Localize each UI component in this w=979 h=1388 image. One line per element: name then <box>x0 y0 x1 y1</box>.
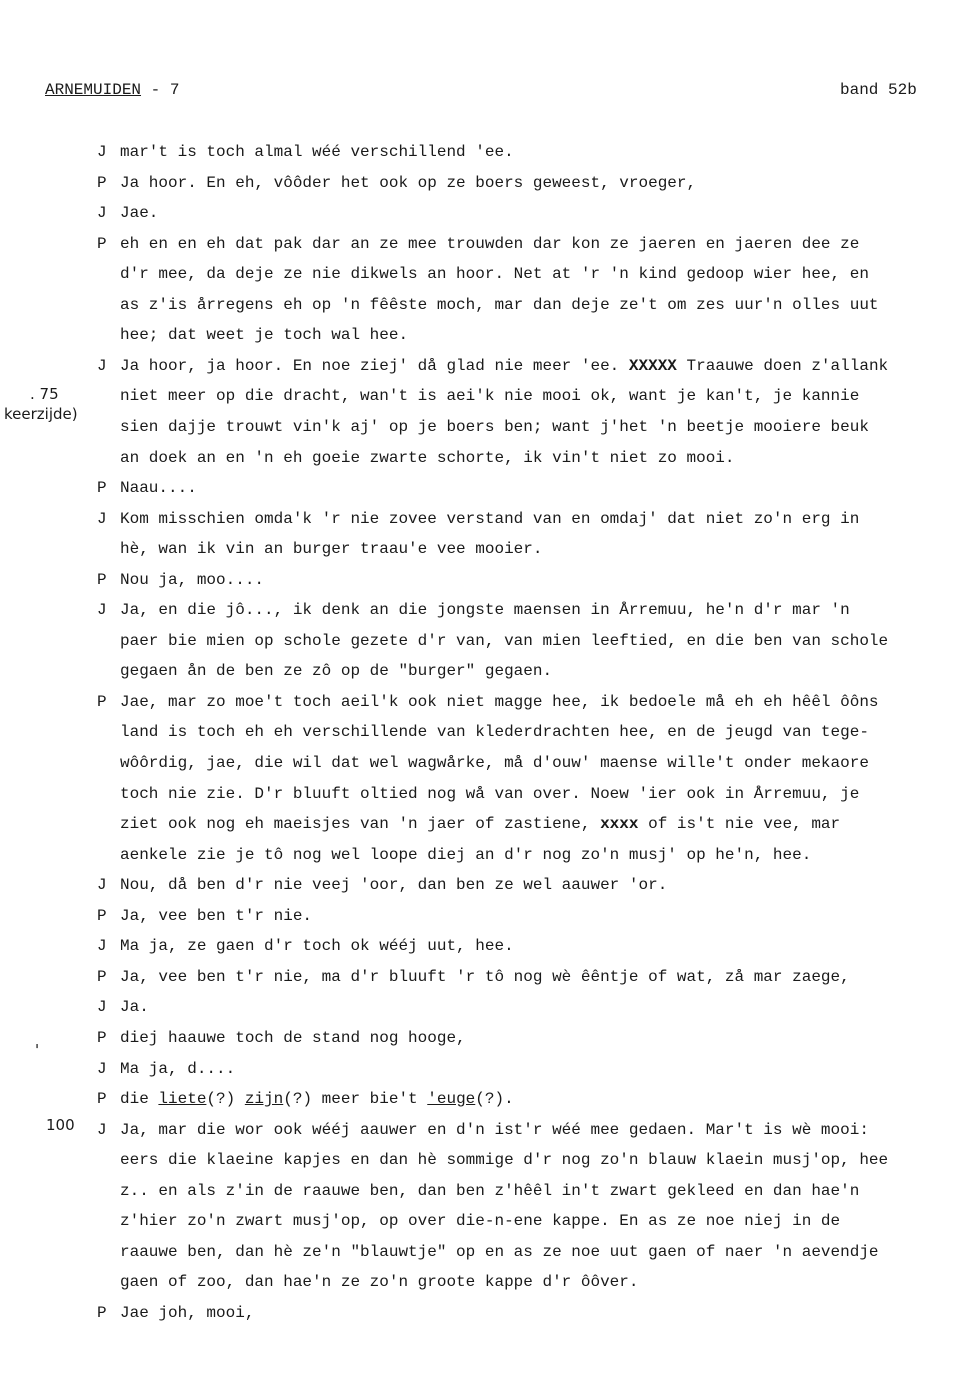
utterance-text <box>120 845 811 865</box>
utterance-text <box>120 1028 466 1048</box>
speaker-label: P <box>97 174 107 192</box>
speaker-label: J <box>97 601 107 619</box>
utterance-text <box>120 631 888 651</box>
text-segment: Jae. <box>120 204 159 222</box>
text-segment: niet meer op die dracht, wan't is aei'k nie mooi ok, want je kan't, je kannie <box>120 387 860 405</box>
text-segment: Naau.... <box>120 479 197 497</box>
transcript-line <box>0 631 979 651</box>
text-segment: Traauwe doen z'allank <box>676 357 889 375</box>
utterance-text <box>120 203 158 223</box>
text-segment: gaen of zoo, dan hae'n ze zo'n groote kappe d'r ôôver. <box>120 1273 639 1291</box>
utterance-text <box>120 234 859 254</box>
margin-tick-mark: ' <box>35 1041 40 1059</box>
text-segment: (?). <box>475 1090 514 1108</box>
utterance-text <box>120 295 879 315</box>
transcript-line <box>0 1211 979 1231</box>
text-segment: diej haauwe toch de stand nog hooge, <box>120 1029 466 1047</box>
text-segment: Ja hoor, ja hoor. En noe ziej' då glad nie meer 'ee. <box>120 357 629 375</box>
text-segment: Ja. <box>120 998 149 1016</box>
speaker-label: P <box>97 693 107 711</box>
speaker-label: J <box>97 204 107 222</box>
transcript-line <box>0 1120 979 1140</box>
transcript-line <box>0 509 979 529</box>
transcript-line <box>0 661 979 681</box>
utterance-text <box>120 356 888 376</box>
transcript-line <box>0 264 979 284</box>
speaker-label: P <box>97 1029 107 1047</box>
speaker-label: J <box>97 143 107 161</box>
transcript-line <box>0 356 979 376</box>
utterance-text <box>120 692 879 712</box>
text-segment: hè, wan ik vin an burger traau'e vee mooier. <box>120 540 543 558</box>
transcript-line <box>0 203 979 223</box>
text-segment: hee; dat weet je toch wal hee. <box>120 326 409 344</box>
utterance-text <box>120 1089 514 1109</box>
utterance-text <box>120 600 850 620</box>
text-segment: paer bie mien op schole gezete d'r van, van mien leeftied, en die ben van schole <box>120 632 889 650</box>
band-label: band 52b <box>840 81 917 99</box>
text-segment: an doek an en 'n eh goeie zwarte schorte, ik vin't niet zo mooi. <box>120 449 735 467</box>
text-segment: gegaen ån de ben ze zô op de "burger" gegaen. <box>120 662 553 680</box>
transcript-line <box>0 753 979 773</box>
utterance-text <box>120 509 859 529</box>
transcript-line <box>0 142 979 162</box>
transcript-line <box>0 906 979 926</box>
utterance-text <box>120 875 667 895</box>
transcript-line <box>0 1089 979 1109</box>
speaker-label: P <box>97 571 107 589</box>
transcript-line <box>0 173 979 193</box>
text-segment: eh en en eh dat pak dar an ze mee trouwden dar kon ze jaeren en jaeren dee ze <box>120 235 860 253</box>
utterance-text <box>120 1120 869 1140</box>
place-name: ARNEMUIDEN <box>45 81 142 99</box>
transcript-line <box>0 875 979 895</box>
page-number: - 7 <box>141 81 180 99</box>
transcript-line <box>0 1272 979 1292</box>
utterance-text <box>120 448 735 468</box>
struck-out-text: XXXXX <box>628 357 677 375</box>
text-segment: Nou, då ben d'r nie veej 'oor, dan ben ze wel aauwer 'or. <box>120 876 668 894</box>
underlined-word: zijn <box>244 1090 284 1108</box>
transcript-line <box>0 570 979 590</box>
transcript-line <box>0 539 979 559</box>
utterance-text <box>120 967 850 987</box>
transcript-line <box>0 997 979 1017</box>
text-segment: Ja, en die jô..., ik denk an die jongste maensen in Årremuu, he'n d'r mar 'n <box>120 601 850 619</box>
transcript-line <box>0 967 979 987</box>
transcript-line <box>0 417 979 437</box>
transcript-line <box>0 845 979 865</box>
text-segment: raauwe ben, dan hè ze'n "blauwtje" op en as ze noe uut gaen of naer 'n aevendje <box>120 1243 879 1261</box>
transcript-line <box>0 936 979 956</box>
utterance-text <box>120 1272 638 1292</box>
transcript-line <box>0 448 979 468</box>
utterance-text <box>120 906 312 926</box>
utterance-text <box>120 814 840 834</box>
transcript-line <box>0 295 979 315</box>
utterance-text <box>120 1211 840 1231</box>
utterance-text <box>120 539 542 559</box>
text-segment: of is't nie vee, mar <box>638 815 841 833</box>
utterance-text <box>120 386 859 406</box>
utterance-text <box>120 1181 859 1201</box>
utterance-text <box>120 142 514 162</box>
text-segment: Kom misschien omda'k 'r nie zovee verstand van en omdaj' dat niet zo'n erg in <box>120 510 860 528</box>
text-segment: z'hier zo'n zwart musj'op, op over die-n-ene kappe. En as ze noe niej in de <box>120 1212 841 1230</box>
transcript-line <box>0 1303 979 1323</box>
text-segment: Ma ja, ze gaen d'r toch ok wééj uut, hee. <box>120 937 514 955</box>
text-segment: mar't is toch almal wéé verschillend 'ee. <box>120 143 514 161</box>
utterance-text <box>120 173 696 193</box>
speaker-label: P <box>97 1090 107 1108</box>
speaker-label: P <box>97 235 107 253</box>
transcript-line <box>0 325 979 345</box>
transcript-line <box>0 234 979 254</box>
utterance-text <box>120 722 869 742</box>
text-segment: toch nie zie. D'r bluuft oltied nog wå van over. Noew 'ier ook in Årremuu, je <box>120 785 860 803</box>
transcript-line <box>0 692 979 712</box>
utterance-text <box>120 1150 888 1170</box>
text-segment: Ja, mar die wor ook wééj aauwer en d'n ist'r wéé mee gedaen. Mar't is wè mooi: <box>120 1121 869 1139</box>
speaker-label: J <box>97 937 107 955</box>
text-segment: land is toch eh eh verschillende van klederdrachten hee, en de jeugd van tege- <box>120 723 869 741</box>
speaker-label: J <box>97 876 107 894</box>
text-segment: Ja, vee ben t'r nie. <box>120 907 313 925</box>
text-segment: Nou ja, moo.... <box>120 571 265 589</box>
text-segment: Jae joh, mooi, <box>120 1304 255 1322</box>
transcript-line <box>0 784 979 804</box>
text-segment: (?) <box>206 1090 245 1108</box>
margin-number-100: 100 <box>46 1116 75 1134</box>
transcript-line <box>0 386 979 406</box>
text-segment: Ja, vee ben t'r nie, ma d'r bluuft 'r tô nog wè êêntje of wat, zå mar zaege, <box>120 968 850 986</box>
speaker-label: J <box>97 1060 107 1078</box>
utterance-text <box>120 784 859 804</box>
speaker-label: J <box>97 510 107 528</box>
text-segment: ziet ook nog eh maeisjes van 'n jaer of zastiene, <box>120 815 601 833</box>
utterance-text <box>120 264 869 284</box>
speaker-label: J <box>97 998 107 1016</box>
text-segment: die <box>120 1090 159 1108</box>
transcript-line <box>0 600 979 620</box>
text-segment: wôôrdig, jae, die wil dat wel wagwårke, må d'ouw' maense wille't onder mekaore <box>120 754 869 772</box>
utterance-text <box>120 417 869 437</box>
utterance-text <box>120 325 408 345</box>
utterance-text <box>120 1242 879 1262</box>
margin-number-75: . 75 <box>30 385 59 403</box>
document-header-title <box>45 80 179 100</box>
underlined-word: 'euge <box>427 1090 476 1108</box>
speaker-label: J <box>97 357 107 375</box>
text-segment: aenkele zie je tô nog wel loope diej an d'r nog zo'n musj' op he'n, hee. <box>120 846 812 864</box>
struck-out-text: xxxx <box>600 815 639 833</box>
transcript-line <box>0 722 979 742</box>
text-segment: as z'is årregens eh op 'n fêêste moch, mar dan deje ze't om zes uur'n olles uut <box>120 296 879 314</box>
speaker-label: P <box>97 479 107 497</box>
speaker-label: P <box>97 968 107 986</box>
speaker-label: J <box>97 1121 107 1139</box>
text-segment: Ma ja, d.... <box>120 1060 236 1078</box>
transcript-line <box>0 478 979 498</box>
text-segment: Jae, mar zo moe't toch aeil'k ook niet magge hee, ik bedoele må eh eh hêêl ôôns <box>120 693 879 711</box>
utterance-text <box>120 478 197 498</box>
underlined-word: liete <box>158 1090 207 1108</box>
margin-note-keerzijde: keerzijde) <box>4 405 78 423</box>
text-segment: eers die klaeine kapjes en dan hè sommige d'r nog zo'n blauw klaein musj'op, hee <box>120 1151 889 1169</box>
text-segment: Ja hoor. En eh, vôôder het ook op ze boers geweest, vroeger, <box>120 174 697 192</box>
speaker-label: P <box>97 907 107 925</box>
utterance-text <box>120 936 514 956</box>
transcript-line <box>0 1028 979 1048</box>
transcript-line <box>0 1242 979 1262</box>
utterance-text <box>120 753 869 773</box>
transcript-line <box>0 814 979 834</box>
text-segment: sien dajje trouwt vin'k aj' op je boers ben; want j'het 'n beetje mooiere beuk <box>120 418 869 436</box>
text-segment: d'r mee, da deje ze nie dikwels an hoor. Net at 'r 'n kind gedoop wier hee, en <box>120 265 869 283</box>
transcript-line <box>0 1150 979 1170</box>
text-segment: (?) meer bie't <box>283 1090 428 1108</box>
utterance-text <box>120 1303 254 1323</box>
text-segment: z.. en als z'in de raauwe ben, dan ben z'hêêl in't zwart gekleed en dan hae'n <box>120 1182 860 1200</box>
speaker-label: P <box>97 1304 107 1322</box>
utterance-text <box>120 997 149 1017</box>
transcript-line <box>0 1059 979 1079</box>
utterance-text <box>120 661 552 681</box>
utterance-text <box>120 1059 235 1079</box>
transcript-line <box>0 1181 979 1201</box>
utterance-text <box>120 570 264 590</box>
